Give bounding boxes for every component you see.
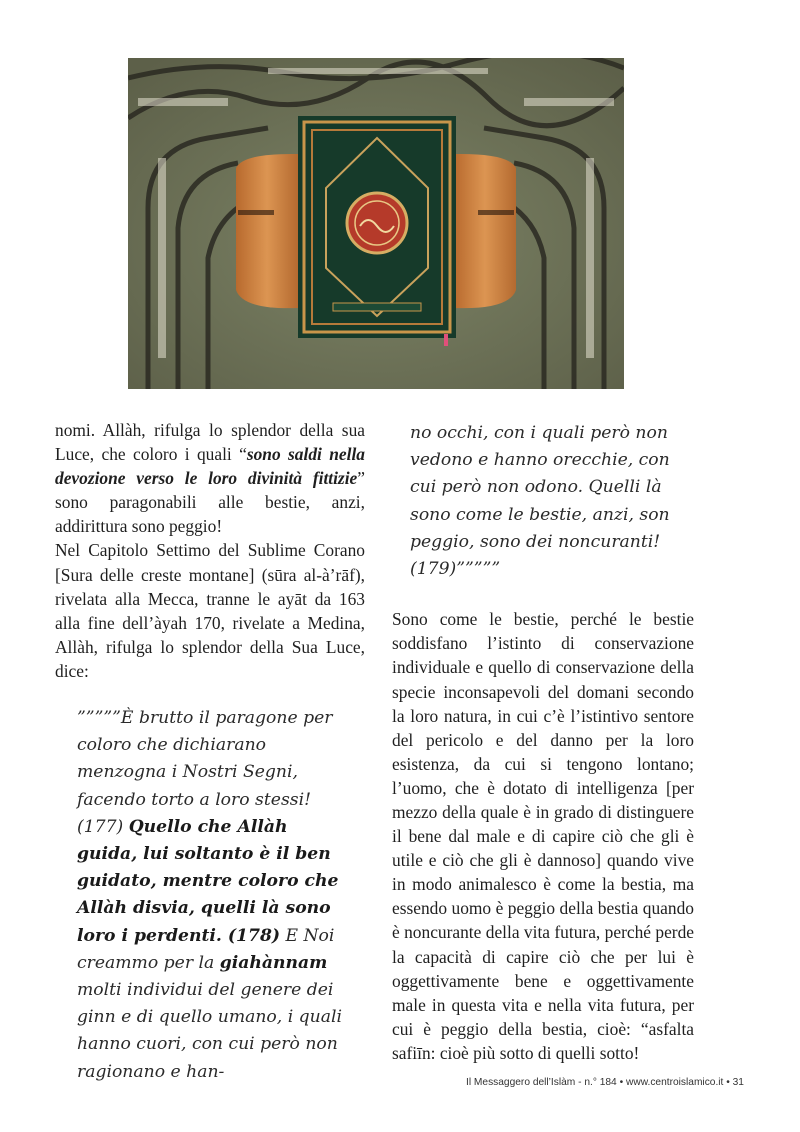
right-column [392,420,702,1065]
footer-separator: • [726,1077,730,1088]
page-number: 31 [732,1077,744,1088]
paragraph-text: ” sono paragonabili alle bestie, anzi, addirittura sono peggio! [55,468,365,537]
right-prose [392,607,694,1065]
quote-bold-text: giahànnam [219,952,328,973]
left-prose [55,418,365,683]
paragraph: Sono come le bestie, perché le bestie soddisfano l’istinto di conservazione individuale e quello di conservazione della specie inconsapevoli del domani secondo la loro natura, in cui c’è l’istintivo sentore del pericolo e del danno per la loro esistenza, da cui si tengono lontano; l’uomo, che è dotato di intelligenza [per mezzo della quale è in grado di distinguere il bene dal male e di capire ciò che gli è utile e ciò che gli è dannoso] quando vive in modo animalesco è come la bestia, ma essendo uomo è peggio della bestia quando è noncurante della vita futura, perché perde la capacità di capire ciò che per lui è oggettivamente bene e oggettivamente male in questa vita e nella vita futura, per cui è peggio della bestia, cioè: “asfalta safiīn: cioè più sotto di quelli sotto! [392,609,694,1063]
quote-text: molti individui del genere dei ginn e di quello umano, i quali hanno cuori, con cui però non ragionano e han- [77,980,342,1082]
emphasized-text: sono saldi nella devozione verso le loro divinità fittizie [55,444,365,489]
quran-quote-continued: no occhi, con i quali però non vedono e hanno orecchie, con cui però non odono. Quelli là sono come le bestie, anzi, son peggio, sono dei noncuranti! (179)””””” [410,423,670,580]
quran-photo [128,58,624,389]
quran-quote [77,705,347,1086]
paragraph: Nel Capitolo Settimo del Sublime Corano [Sura delle creste montane] (sūra al-à’rāf), rivelata alla Mecca, tranne le ayāt da 163 alla fine dell’àyah 170, rivelate a Medina, Allàh, rifulga lo splendor della Sua Luce, dice: [55,540,365,681]
quote-text: E Noi creammo per la [77,925,335,973]
website-link[interactable]: www.centroislamico.it [626,1077,724,1088]
footer-separator: • [619,1077,624,1088]
quran-on-prayer-rug-photo [128,58,624,389]
quote-text: ”””””È brutto il paragone per coloro che dichiarano menzogna i Nostri Segni, facendo torto a loro stessi! (177) [77,708,333,837]
page-footer [466,1077,744,1088]
quote-bold-text: Quello che Allàh guida, lui soltanto è il ben guidato, mentre coloro che Allàh disvia, quelli là sono loro i perdenti. (178) [77,816,339,946]
paragraph [55,418,365,538]
left-column [55,418,365,1086]
magazine-title: Il Messaggero dell’Islàm - n.° 184 [466,1077,617,1088]
paragraph-text: nomi. Allàh, rifulga lo splendor della sua Luce, che coloro i quali “ [55,420,365,465]
